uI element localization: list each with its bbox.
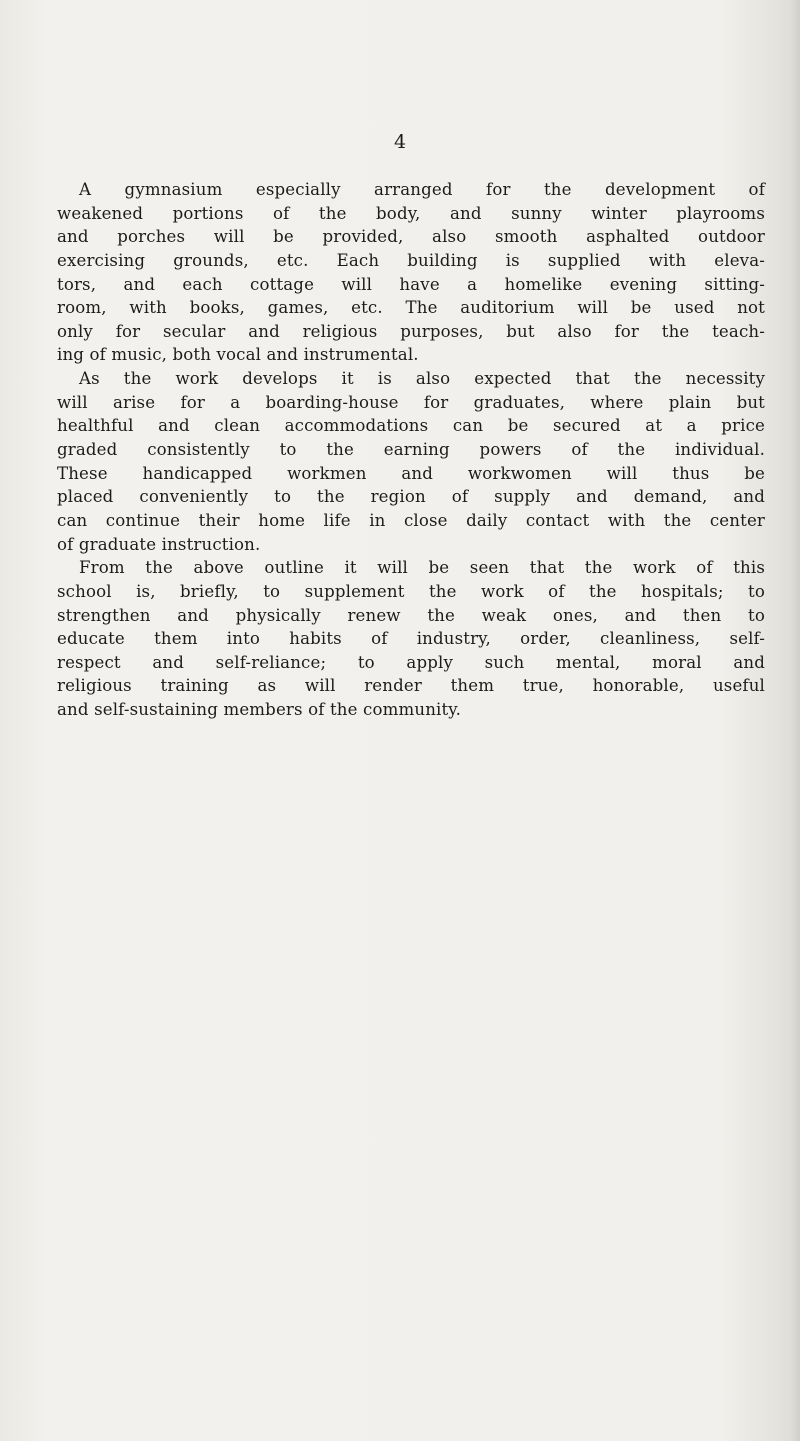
text-line: As the work develops it is also expected that the necessity	[79, 369, 765, 389]
paragraph-1	[57, 178, 765, 367]
text-line: and porches will be provided, also smooth asphalted outdoor	[57, 227, 765, 247]
text-line: strengthen and physically renew the weak ones, and then to	[57, 605, 765, 625]
text-line: can continue their home life in close daily contact with the center	[57, 510, 765, 530]
text-line: These handicapped workmen and workwomen will thus be	[57, 463, 765, 483]
text-line: ing of music, both vocal and instrumental.	[57, 345, 419, 365]
text-line: will arise for a boarding-house for graduates, where plain but	[57, 392, 765, 412]
text-line: respect and self-reliance; to apply such mental, moral and	[57, 652, 765, 672]
paragraph-2	[57, 367, 765, 556]
paragraph-3	[57, 556, 765, 721]
text-line: graded consistently to the earning powers of the individual.	[57, 440, 765, 460]
page-edge-shadow	[790, 0, 800, 1441]
text-line: educate them into habits of industry, order, cleanliness, self-	[57, 629, 765, 649]
text-line: tors, and each cottage will have a homelike evening sitting-	[57, 274, 765, 294]
text-line: school is, briefly, to supplement the work of the hospitals; to	[57, 581, 765, 601]
text-line: only for secular and religious purposes, but also for the teach-	[57, 321, 765, 341]
text-line: room, with books, games, etc. The auditorium will be used not	[57, 298, 765, 318]
text-line: and self-sustaining members of the community.	[57, 700, 462, 720]
text-line: weakened portions of the body, and sunny winter playrooms	[57, 203, 765, 223]
body-text	[57, 178, 765, 722]
text-line: of graduate instruction.	[57, 534, 261, 554]
text-line: A gymnasium especially arranged for the development of	[79, 180, 765, 199]
page-number: 4	[393, 131, 407, 153]
text-line: exercising grounds, etc. Each building is supplied with eleva-	[57, 250, 765, 270]
text-line: From the above outline it will be seen that the work of this	[79, 558, 765, 578]
text-line: healthful and clean accommodations can be secured at a price	[57, 416, 765, 436]
text-line: placed conveniently to the region of supply and demand, and	[57, 487, 765, 507]
text-line: religious training as will render them true, honorable, useful	[57, 676, 765, 696]
